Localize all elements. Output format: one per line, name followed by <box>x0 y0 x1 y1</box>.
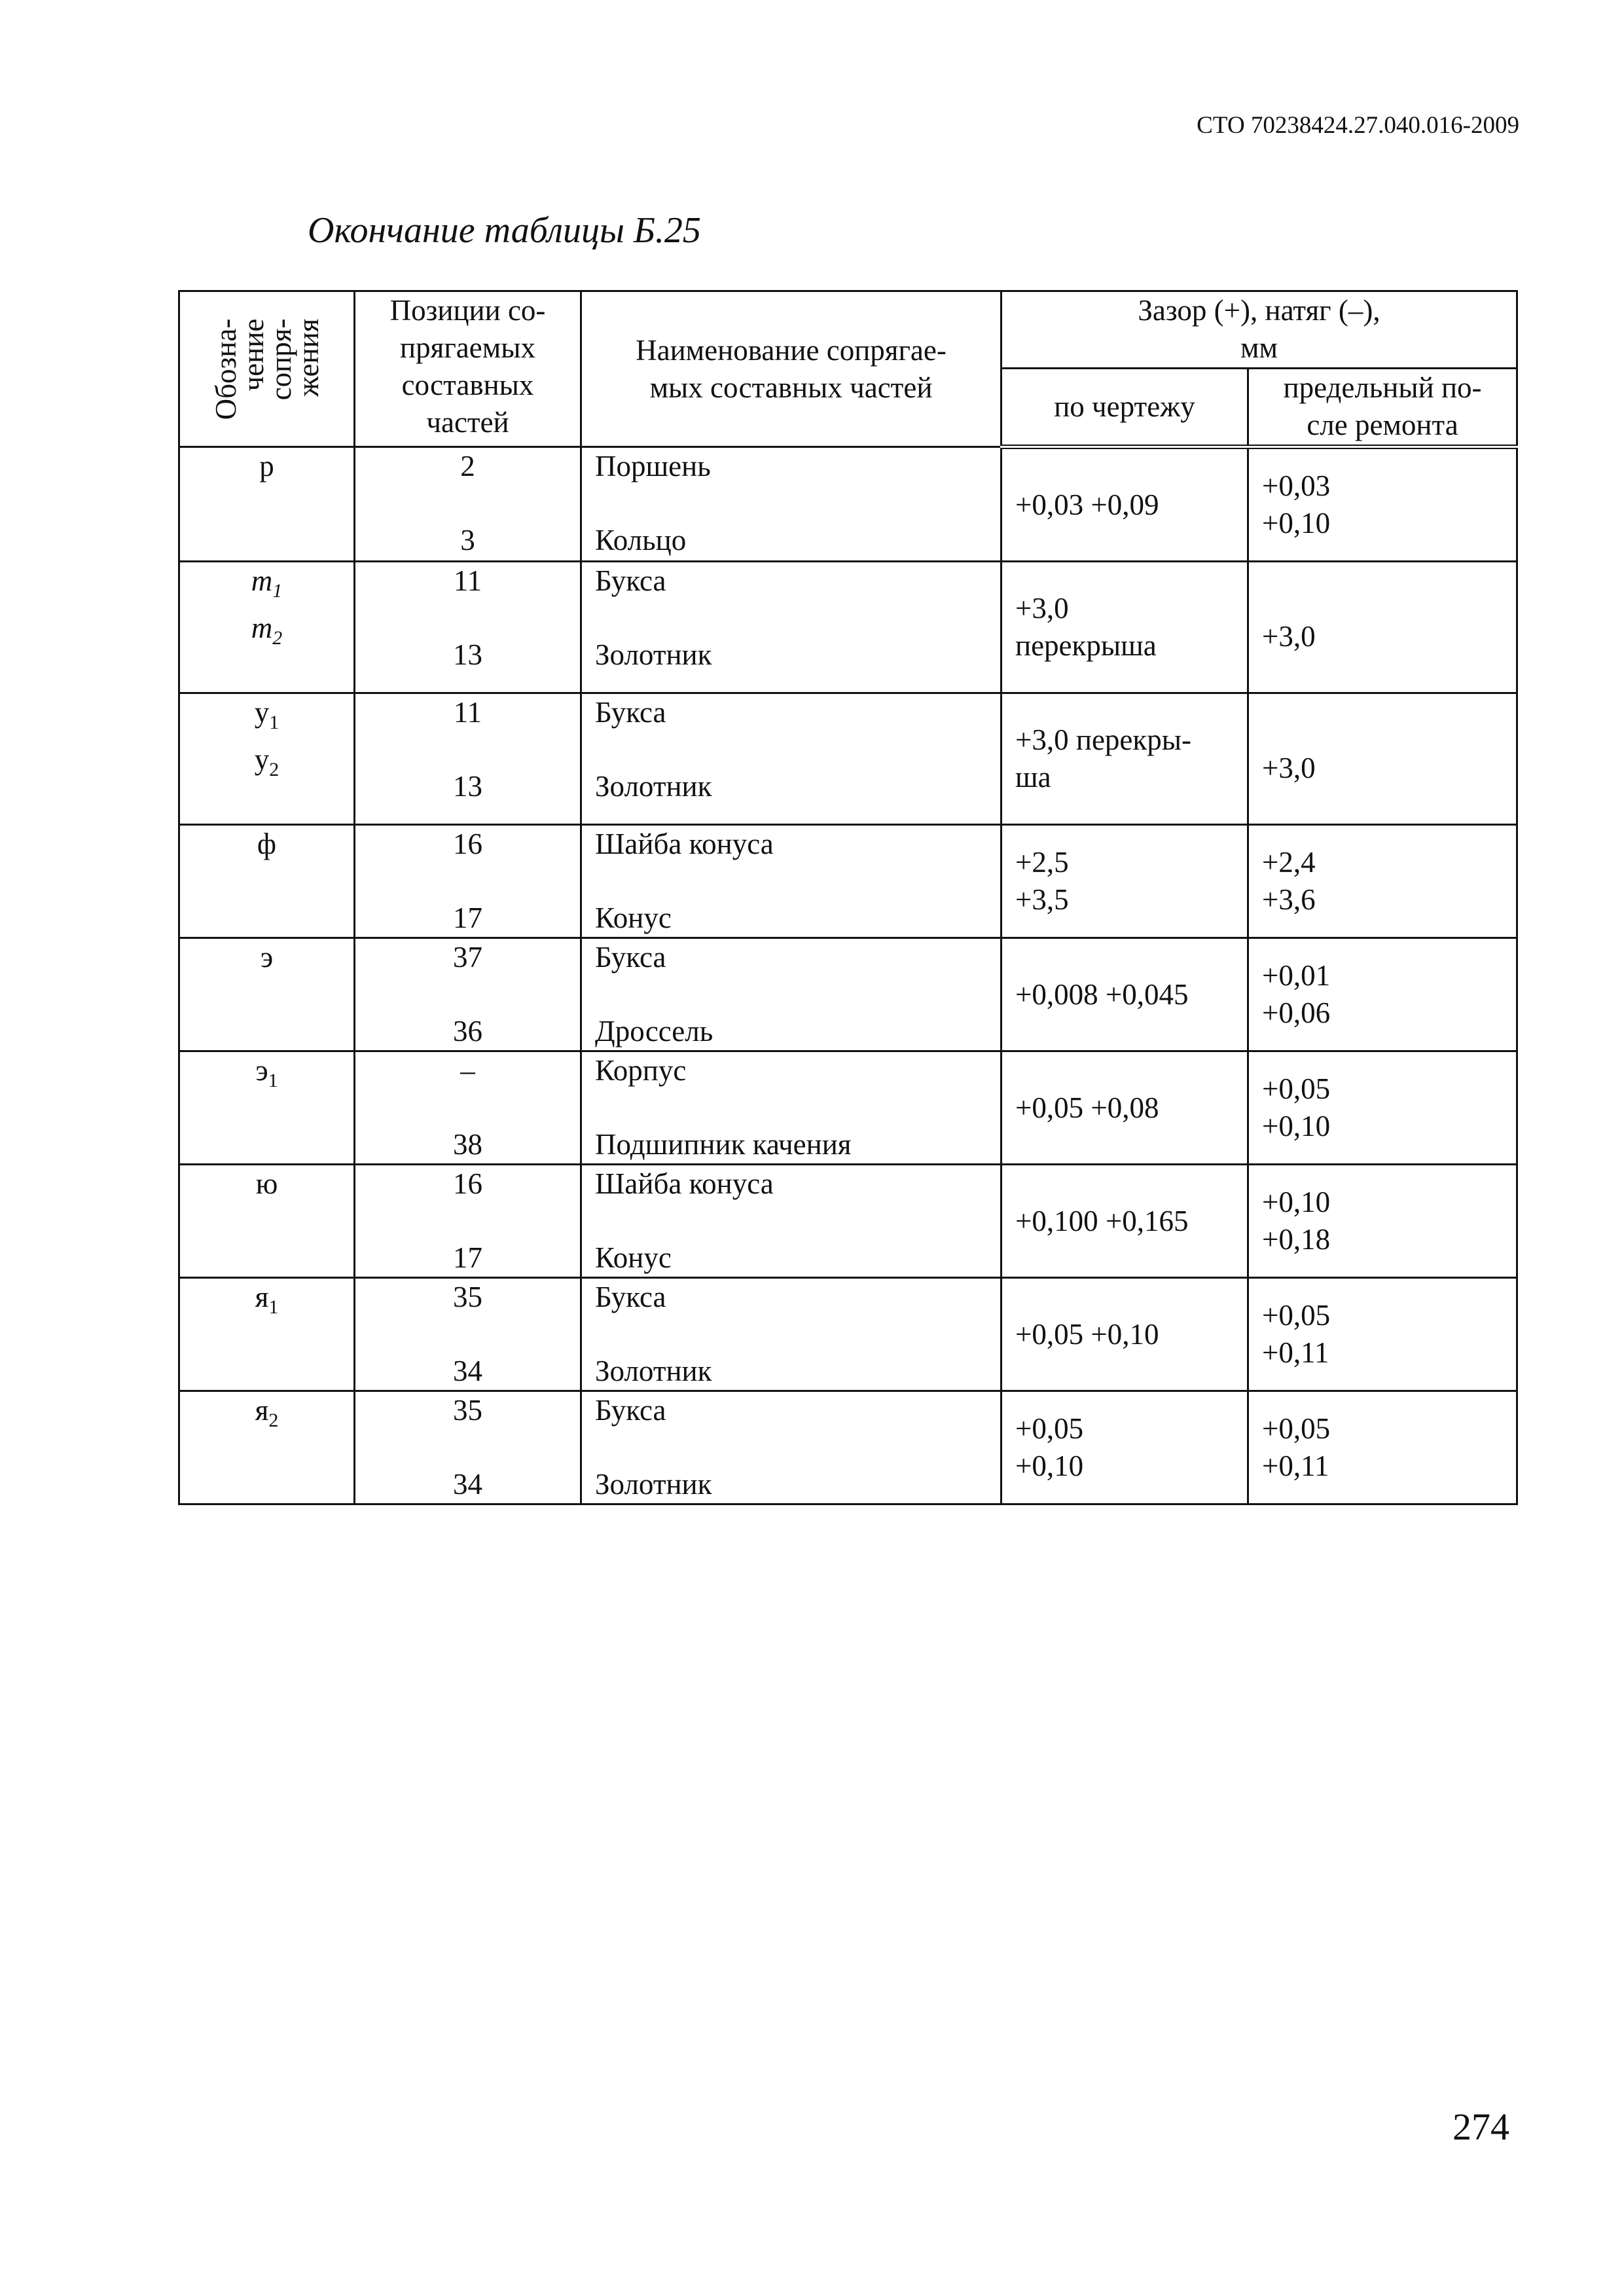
cell-limit-after-repair: +3,0 <box>1248 693 1517 825</box>
cell-by-drawing: +0,008 +0,045 <box>1001 938 1248 1051</box>
cell-limit-after-repair: +3,0 <box>1248 562 1517 693</box>
cell-limit-after-repair: +0,05 +0,11 <box>1248 1391 1517 1504</box>
cell-limit-after-repair: +0,10 +0,18 <box>1248 1165 1517 1278</box>
table-row <box>179 938 1517 1051</box>
cell-positions: 35 34 <box>355 1278 581 1391</box>
col-header-by-drawing: по чертежу <box>1001 369 1248 447</box>
cell-by-drawing: +0,05 +0,10 <box>1001 1391 1248 1504</box>
table-row <box>179 1278 1517 1391</box>
cell-part-names: Шайба конуса Конус <box>581 1165 1001 1278</box>
table-row <box>179 825 1517 938</box>
cell-positions: 16 17 <box>355 1165 581 1278</box>
cell-by-drawing: +2,5 +3,5 <box>1001 825 1248 938</box>
cell-positions: 11 13 <box>355 562 581 693</box>
cell-designation: ф <box>179 825 355 938</box>
cell-part-names: Букса Дроссель <box>581 938 1001 1051</box>
col-header-name: Наименование сопрягае- мых составных частей <box>581 291 1001 447</box>
page-number: 274 <box>1453 2105 1509 2148</box>
table-row <box>179 447 1517 562</box>
cell-designation: р <box>179 447 355 562</box>
cell-part-names: Корпус Подшипник качения <box>581 1051 1001 1165</box>
cell-designation: $я_1$ <box>179 1278 355 1391</box>
cell-designation: $я_2$ <box>179 1391 355 1504</box>
cell-by-drawing: +0,03 +0,09 <box>1001 447 1248 562</box>
cell-designation: $у_1$ $у_2$ <box>179 693 355 825</box>
table-row <box>179 1051 1517 1165</box>
cell-designation: э <box>179 938 355 1051</box>
table-row <box>179 562 1517 693</box>
cell-by-drawing: +0,05 +0,10 <box>1001 1278 1248 1391</box>
cell-limit-after-repair: +0,01 +0,06 <box>1248 938 1517 1051</box>
cell-positions: 37 36 <box>355 938 581 1051</box>
cell-by-drawing: +3,0 перекрыша <box>1001 562 1248 693</box>
fit-clearance-table <box>178 290 1518 1505</box>
cell-limit-after-repair: +0,05 +0,11 <box>1248 1278 1517 1391</box>
cell-designation: $э_1$ <box>179 1051 355 1165</box>
col-header-gap-group: Зазор (+), натяг (–), мм <box>1001 291 1517 369</box>
cell-positions: 35 34 <box>355 1391 581 1504</box>
cell-positions: 2 3 <box>355 447 581 562</box>
cell-by-drawing: +0,100 +0,165 <box>1001 1165 1248 1278</box>
table-row <box>179 693 1517 825</box>
cell-positions: 16 17 <box>355 825 581 938</box>
table-caption: Окончание таблицы Б.25 <box>308 210 701 251</box>
table-row <box>179 1165 1517 1278</box>
cell-part-names: Букса Золотник <box>581 693 1001 825</box>
cell-positions: – 38 <box>355 1051 581 1165</box>
cell-by-drawing: +3,0 перекры- ша <box>1001 693 1248 825</box>
cell-limit-after-repair: +0,03 +0,10 <box>1248 447 1517 562</box>
document-code: СТО 70238424.27.040.016-2009 <box>1197 112 1519 139</box>
cell-part-names: Букса Золотник <box>581 1391 1001 1504</box>
table-row <box>179 1391 1517 1504</box>
cell-part-names: Букса Золотник <box>581 1278 1001 1391</box>
cell-part-names: Шайба конуса Конус <box>581 825 1001 938</box>
cell-by-drawing: +0,05 +0,08 <box>1001 1051 1248 1165</box>
col-header-positions: Позиции со- прягаемых составных частей <box>355 291 581 447</box>
col-header-limit-after-repair: предельный по- сле ремонта <box>1248 369 1517 447</box>
cell-designation: $m_1$ $m_2$ <box>179 562 355 693</box>
cell-part-names: Букса Золотник <box>581 562 1001 693</box>
cell-limit-after-repair: +2,4 +3,6 <box>1248 825 1517 938</box>
col-header-designation: Обозна- чение сопря- жения <box>179 291 355 447</box>
cell-limit-after-repair: +0,05 +0,10 <box>1248 1051 1517 1165</box>
cell-positions: 11 13 <box>355 693 581 825</box>
cell-part-names: Поршень Кольцо <box>581 447 1001 562</box>
cell-designation: ю <box>179 1165 355 1278</box>
